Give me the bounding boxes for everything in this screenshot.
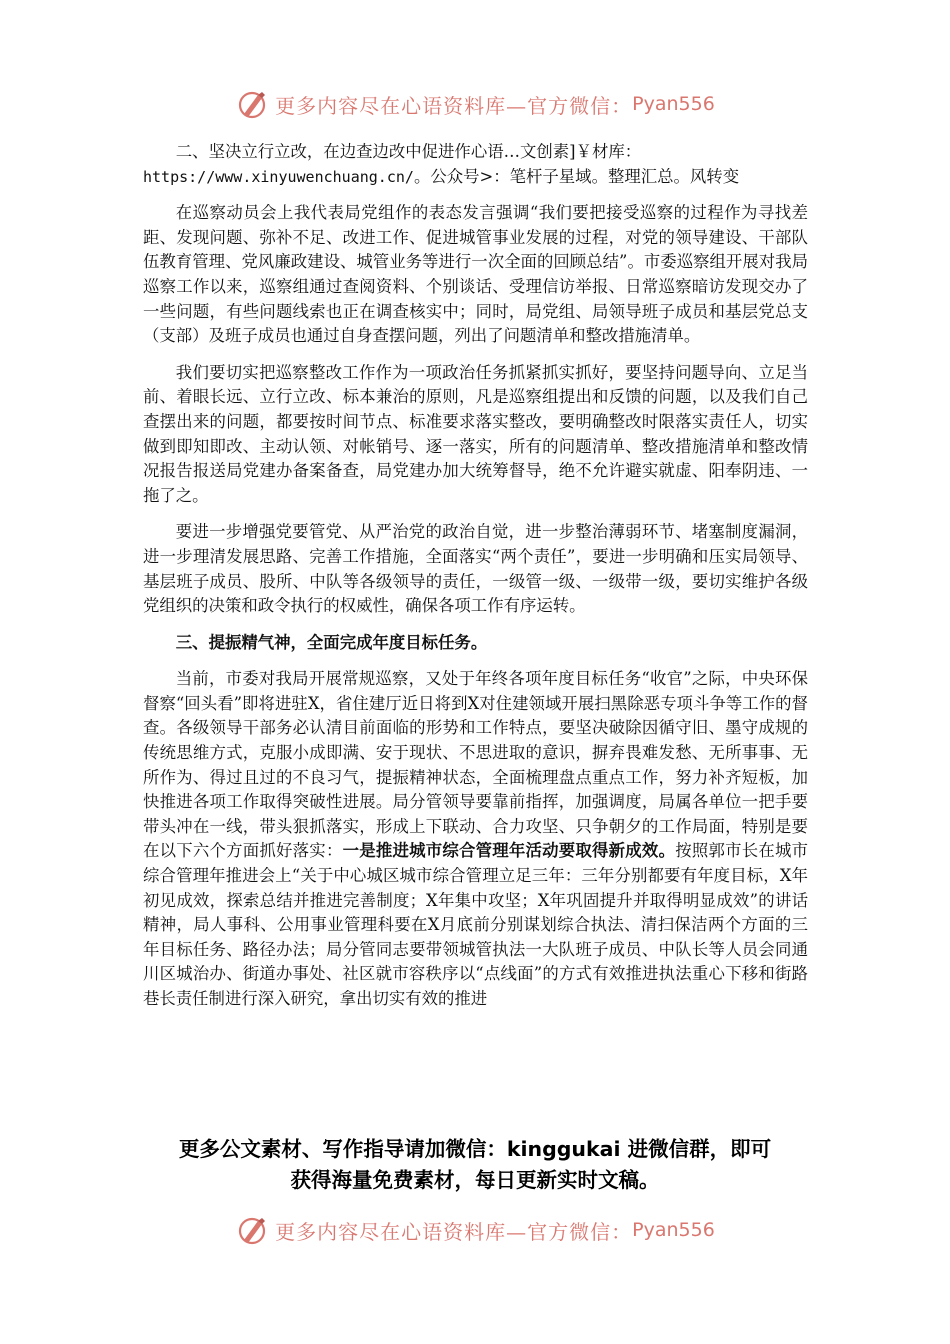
bold-point-1: 一是推进城市综合管理年活动要取得新成效。: [342, 841, 676, 861]
pen-circle-logo-icon: [235, 1213, 269, 1247]
banner-wechat-handle: Pyan556: [632, 1219, 715, 1241]
banner-text: 更多内容尽在心语资料库—官方微信：: [275, 93, 633, 118]
source-url: https://www.xinyuwenchuang.cn/: [143, 167, 414, 186]
banner-text: 更多内容尽在心语资料库—官方微信：: [275, 1219, 633, 1244]
document-body: [143, 140, 808, 1024]
paragraph-5: 当前，市委对我局开展常规巡察，又处于年终各项年度目标任务“收官”之际，中央环保督察“回头看”即将进驻X，省住建厅近日将到X对住建领域开展扫黑除恶专项斗争等工作的督查。各级领导干部务必认清目前面临的形势和工作特点，要坚决破除因循守旧、墨守成规的传统思维方式，克服小成即满、安于现状、不思进取的意识，摒弃畏难发愁、无所事事、无所作为、得过且过的不良习气，提振精神状态，全面梳理盘点重点工作，努力补齐短板，加快推进各项工作取得突破性进展。局分管领导要靠前指挥，加强调度，局属各单位一把手要带头冲在一线，带头狠抓落实，形成上下联动、合力攻坚、只争朝夕的工作局面，特别是要在以下六个方面抓好落实：一是推进城市综合管理年活动要取得新成效。按照郭市长在城市综合管理年推进会上“关于中心城区城市综合管理立足三年：三年分别都要有年度目标，X年初见成效，探索总结并推进完善制度；X年集中攻坚；X年巩固提升并取得明显成效”的讲话精神，局人事科、公用事业管理科要在X月底前分别谋划综合执法、清扫保洁两个方面的三年目标任务、路径办法；局分管同志要带领城管执法一大队班子成员、中队长等人员会同通川区城治办、街道办事处、社区就市容秩序以“点线面”的方式有效推进执法重心下移和街路巷长责任制进行深入研究，拿出切实有效的推进: [143, 669, 809, 1008]
paragraph-4: 要进一步增强党要管党、从严治党的政治自觉，进一步整治薄弱环节、堵塞制度漏洞，进一步理清发展思路、完善工作措施，全面落实“两个责任”，要进一步明确和压实局领导、基层班子成员、股所、中队等各级领导的责任，一级管一级、一级带一级，要切实维护各级党组织的决策和政令执行的权威性，确保各项工作有序运转。: [143, 522, 808, 616]
promo-line-1: 更多公文素材、写作指导请加微信：kinggukai 进微信群，即可: [178, 1137, 772, 1161]
section-heading-3: 三、提振精气神，全面完成年度目标任务。: [175, 632, 488, 652]
paragraph-1: 二、坚决立行立改，在边查边改中促进作心语…文创素]￥材库： https://www.xinyuwenchuang.cn/。公众号>：笔杆子星域。整理汇总。风转变: [143, 142, 740, 186]
header-watermark-banner: [0, 84, 950, 124]
banner-wechat-handle: Pyan556: [632, 93, 715, 115]
pen-circle-logo-icon: [235, 87, 269, 121]
footer-watermark-banner: [0, 1210, 950, 1250]
paragraph-2: 在巡察动员会上我代表局党组作的表态发言强调“我们要把接受巡察的过程作为寻找差距、发现问题、弥补不足、改进工作、促进城管事业发展的过程，对党的领导建设、干部队伍教育管理、党风廉政建设、城管业务等进行一次全面的回顾总结”。市委巡察组开展对我局巡察工作以来，巡察组通过查阅资料、个别谈话、受理信访举报、日常巡察暗访发现交办了一些问题，有些问题线索也正在调查核实中；同时，局党组、局领导班子成员和基层党总支（支部）及班子成员也通过自身查摆问题，列出了问题清单和整改措施清单。: [143, 203, 808, 346]
paragraph-3: 我们要切实把巡察整改工作作为一项政治任务抓紧抓实抓好，要坚持问题导向、立足当前、着眼长远、立行立改、标本兼治的原则，凡是巡察组提出和反馈的问题，以及我们自己查摆出来的问题，都要按时间节点、标准要求落实整改，要明确整改时限落实责任人，切实做到即知即改、主动认领、对帐销号、逐一落实，所有的问题清单、整改措施清单和整改情况报告报送局党建办备案备查，局党建办加大统筹督导，绝不允许避实就虚、阳奉阴违、一拖了之。: [143, 362, 808, 505]
promo-line-2: 获得海量免费素材，每日更新实时文稿。: [290, 1168, 660, 1192]
promo-text: [100, 1134, 850, 1196]
